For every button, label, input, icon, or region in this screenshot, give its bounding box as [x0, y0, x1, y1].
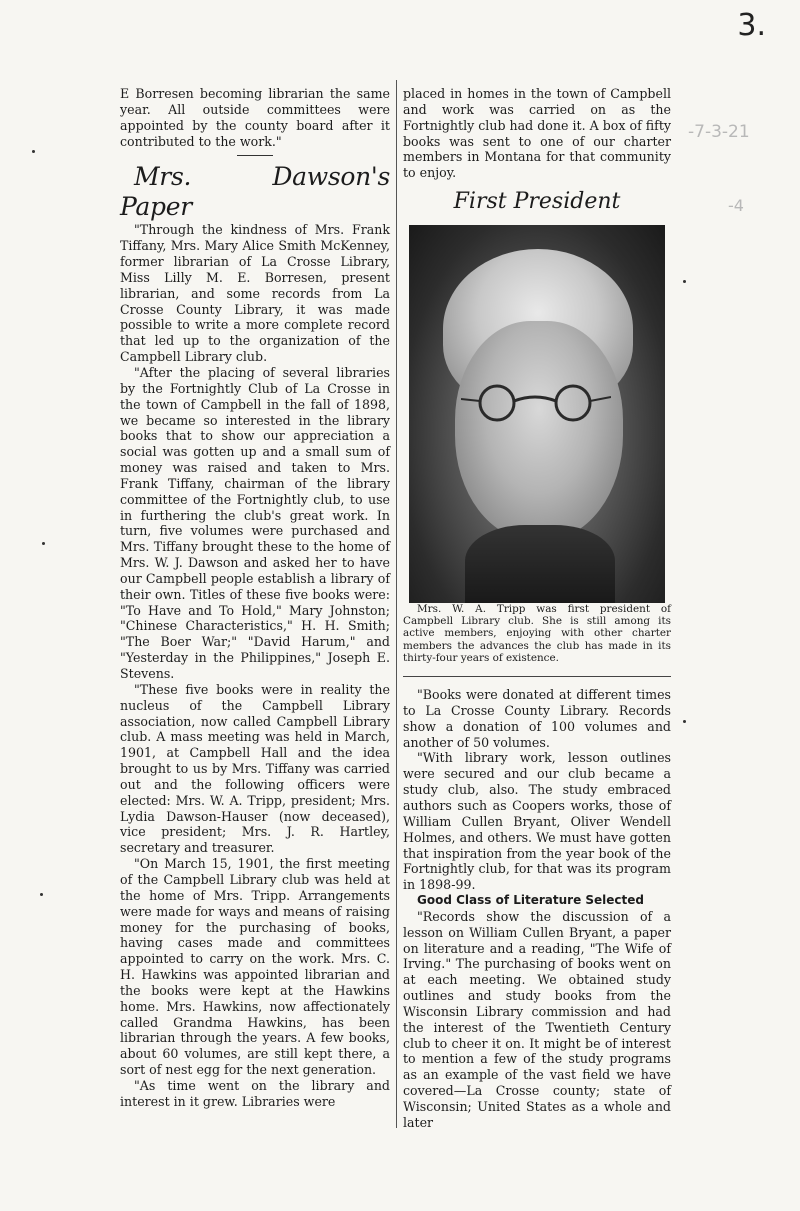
photo-heading: First President [453, 189, 621, 215]
column-divider [396, 80, 397, 1128]
article-paragraph: "Books were donated at different times to La Crosse County Library. Records show a donation of 100 volumes and another of 50 volumes. [403, 687, 671, 750]
intro-paragraph: E Borresen becoming librarian the same year. All outside committees were appointed by the county board after it contributed to the work." [120, 86, 390, 149]
pencil-note: -7-3-21 [688, 122, 750, 142]
glasses-icon [461, 383, 611, 423]
subheading: Good Class of Literature Selected [417, 893, 645, 908]
article-paragraph: "Through the kindness of Mrs. Frank Tiffany, Mrs. Mary Alice Smith McKenney, former librarian of La Crosse Library, Miss Lilly M. E. Borresen, present librarian, and some records from La Crosse County Library, it was made possible to write a more complete record that led up to the organization of the Campbell Library club. [120, 222, 390, 365]
separator-dash [237, 155, 273, 156]
article-paragraph: "Records show the discussion of a lesson on William Cullen Bryant, a paper on literature and a reading, "The Wife of Irving." The purchasing of books went on at each meeting. We obtained study outlines and study books from the Wisconsin Library commission and had the interest of the Twentieth Century club to cheer it on. It might be of interest to mention a few of the study programs as an example of the vast field we have covered—La Crosse county; state of Wisconsin; United States as a whole and later [403, 908, 671, 1130]
portrait-photo [409, 225, 665, 603]
article-paragraph: "With library work, lesson outlines were secured and our club became a study club, also. The study embraced authors such as Coopers works, those of William Cullen Bryant, Oliver Wendell Holmes, and others. We must have gotten that inspiration from the year book of the Fortnightly club, for that was its program in 1898-99. [403, 750, 671, 893]
punch-mark [683, 720, 686, 723]
punch-mark [683, 280, 686, 283]
article-paragraph: "After the placing of several libraries by the Fortnightly Club of La Crosse in the town of Campbell in the fall of 1898, we became so interested in the library books that to show our appreciation a social was gotten up and a small sum of money was raised and taken to Mrs. Frank Tiffany, chairman of the library committee of the Fortnightly club, to use in furthering the club's great work. In turn, five volumes were purchased and Mrs. Tiffany brought these to the home of Mrs. W. J. Dawson and asked her to have our Campbell people establish a library of their own. Titles of these five books were: "To Have and To Hold," Mary Johnston; "Chinese Characteristics," H. H. Smith; "The Boer War;" "David Harum," and "Yesterday in the Philippines," Joseph E. Stevens. [120, 364, 390, 681]
pencil-note: -4 [728, 196, 744, 215]
section-heading: Mrs. Dawson's Paper [120, 162, 390, 222]
photo-caption: Mrs. W. A. Tripp was first president of Campbell Library club. She is still among its active members, enjoying with other charter members the advances the club has made in its thirty-four years of existence. [403, 603, 671, 664]
page-number: 3. [737, 8, 766, 43]
horizontal-rule [403, 676, 671, 677]
article-paragraph: "As time went on the library and interest in it grew. Libraries were [120, 1077, 390, 1109]
punch-mark [32, 150, 35, 153]
right-column [403, 86, 671, 1131]
article-paragraph: "These five books were in reality the nucleus of the Campbell Library association, now called Campbell Library club. A mass meeting was held in March, 1901, at Campbell Hall and the idea brought to us by Mrs. Tiffany was carried out and the following officers were elected: Mrs. W. A. Tripp, president; Mrs. Lydia Dawson-Hauser (now deceased), vice president; Mrs. J. R. Hartley, secretary and treasurer. [120, 681, 390, 856]
punch-mark [42, 542, 45, 545]
portrait-face [455, 321, 623, 541]
article-paragraph: "On March 15, 1901, the first meeting of the Campbell Library club was held at the home of Mrs. Tripp. Arrangements were made for ways and means of raising money for the purchasing of books, having cases made and committees appointed to carry on the work. Mrs. C. H. Hawkins was appointed librarian and the books were kept at the Hawkins home. Mrs. Hawkins, now affectionately called Grandma Hawkins, has been librarian through the years. A few books, about 60 volumes, are still kept there, a sort of nest egg for the next generation. [120, 856, 390, 1078]
continued-paragraph: placed in homes in the town of Campbell and work was carried on as the Fortnightly club had done it. A box of fifty books was sent to one of our charter members in Montana for that community to enjoy. [403, 86, 671, 181]
punch-mark [40, 893, 43, 896]
portrait-clothing [465, 525, 615, 603]
left-column [120, 86, 390, 1110]
